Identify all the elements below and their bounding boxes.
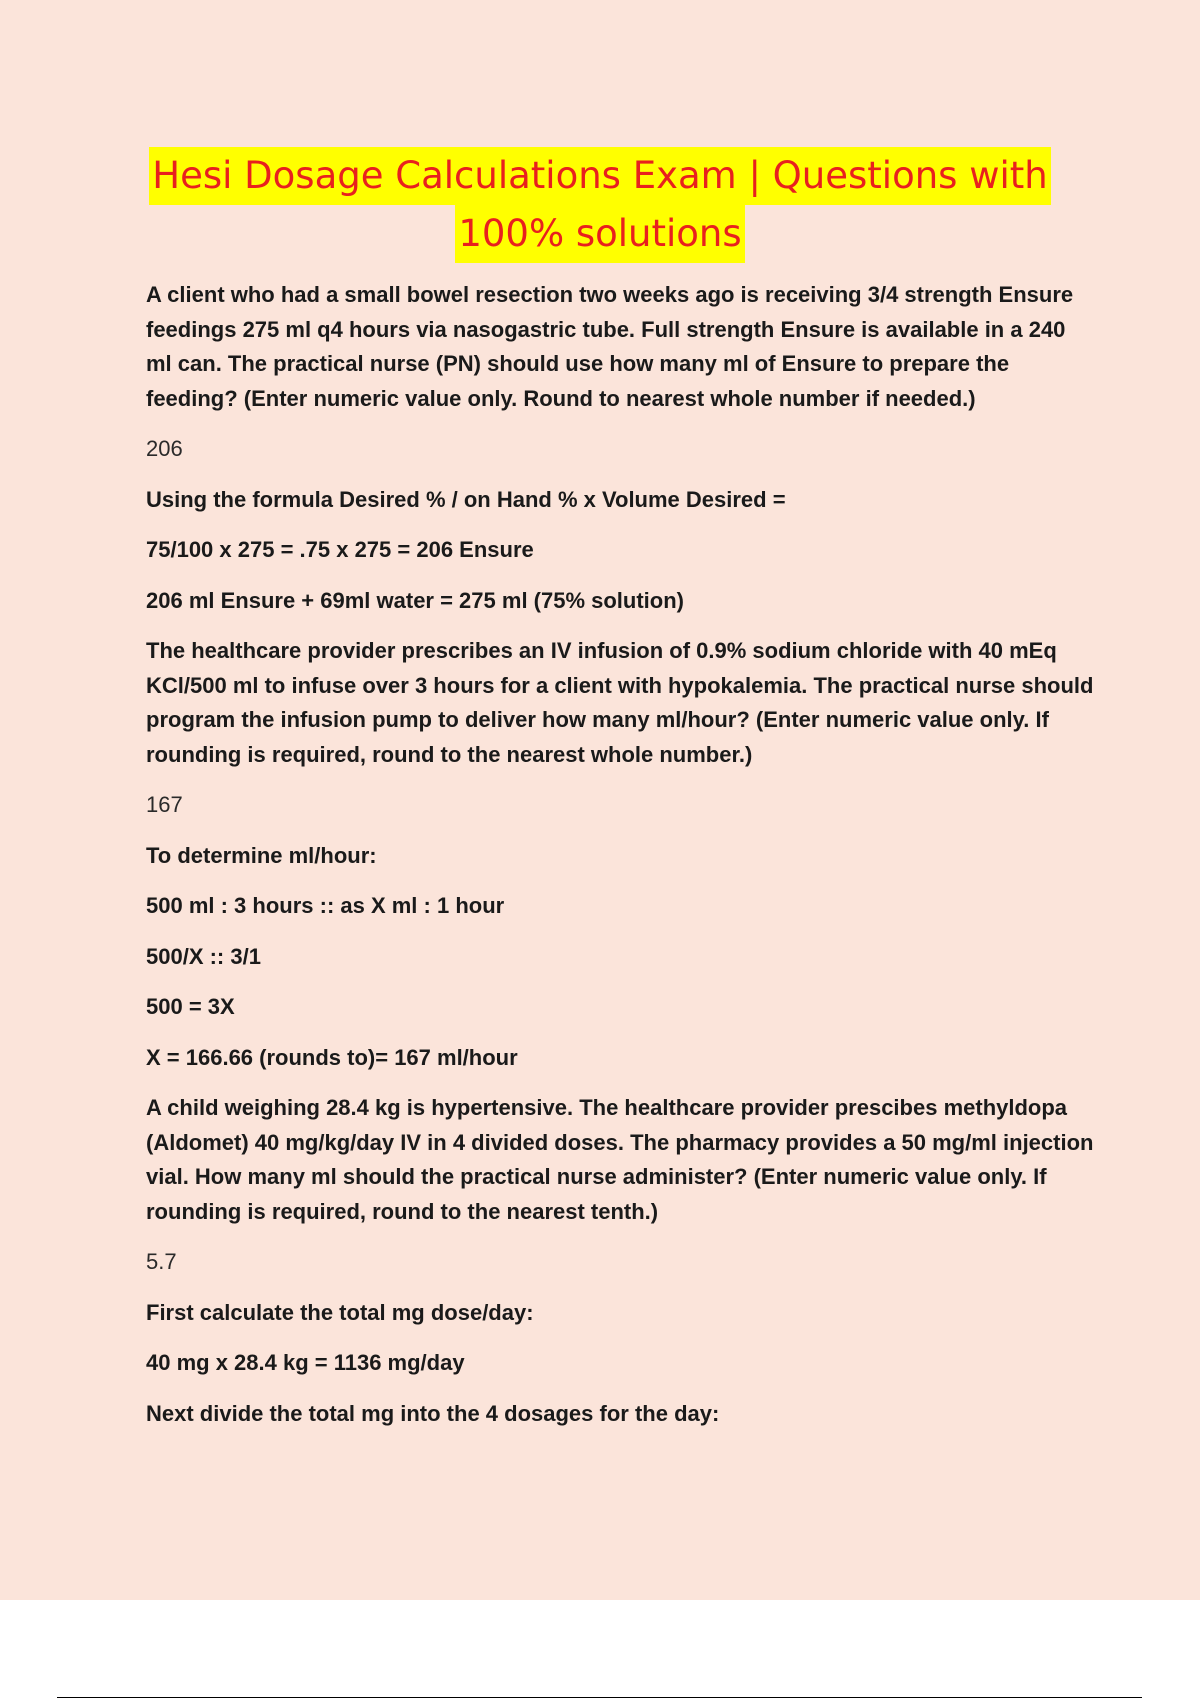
solution-line: 500 = 3X: [146, 994, 235, 1019]
answer-3: 5.7: [146, 1249, 177, 1274]
question-3: A child weighing 28.4 kg is hypertensive. The healthcare provider prescibes methyldopa (Aldomet) 40 mg/kg/day IV in 4 divided doses. The pharmacy provides a 50 mg/ml injection vial. How many ml should the practical nurse administer? (Enter numeric value only. If rounding is required, round to the nearest tenth.): [146, 1095, 1094, 1224]
solution-line: X = 166.66 (rounds to)= 167 ml/hour: [146, 1044, 518, 1070]
question-2: The healthcare provider prescribes an IV infusion of 0.9% sodium chloride with 40 mEq KCl/500 ml to infuse over 3 hours for a client with hypokalemia. The practical nurse should program the infusion pump to deliver how many ml/hour? (Enter numeric value only. If rounding is required, round to the nearest whole number.): [146, 638, 1094, 767]
solution-line: 40 mg x 28.4 kg = 1136 mg/day: [146, 1350, 465, 1375]
solution-line: To determine ml/hour:: [146, 842, 377, 868]
solution-line: 500 ml : 3 hours :: as X ml : 1 hour: [146, 893, 505, 918]
question-1: A client who had a small bowel resection two weeks ago is receiving 3/4 strength Ensure feedings 275 ml q4 hours via nasogastric tube. Full strength Ensure is available in a 240 ml can. The practical nurse (PN) should use how many ml of Ensure to prepare the feeding? (Enter numeric value only. Round to nearest whole number if needed.): [146, 282, 1074, 411]
title-line-2: 100% solutions: [455, 205, 744, 263]
solution-line: Next divide the total mg into the 4 dosages for the day:: [146, 1400, 720, 1426]
document-body: [146, 278, 1096, 1447]
solution-line: Using the formula Desired % / on Hand % x Volume Desired =: [146, 486, 786, 512]
answer-2: 167: [146, 792, 183, 817]
footer-rule: [57, 1697, 1142, 1698]
solution-line: First calculate the total mg dose/day:: [146, 1299, 534, 1325]
solution-line: 206 ml Ensure + 69ml water = 275 ml (75% solution): [146, 587, 685, 613]
answer-1: 206: [146, 436, 183, 461]
title-line-1: Hesi Dosage Calculations Exam | Questions with: [149, 147, 1050, 205]
solution-line: 500/X :: 3/1: [146, 943, 261, 969]
solution-line: 75/100 x 275 = .75 x 275 = 206 Ensure: [146, 537, 534, 562]
document-title: [0, 147, 1200, 263]
